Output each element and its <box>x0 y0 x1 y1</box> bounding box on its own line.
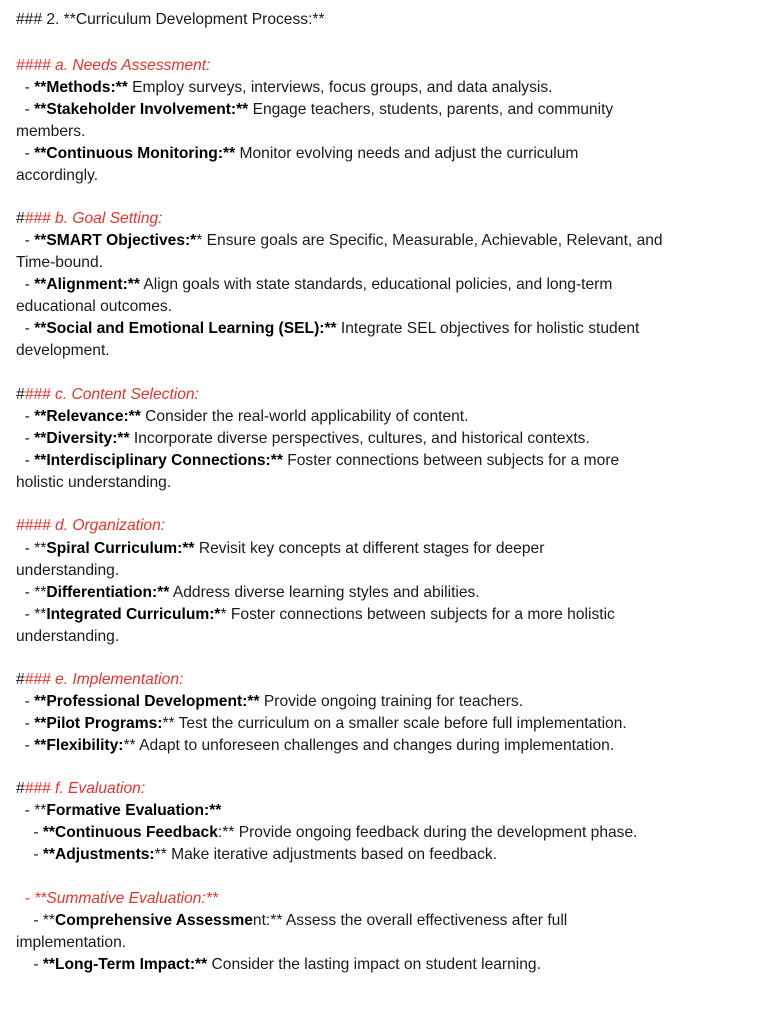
item-text: ** Make iterative adjustments based on feedback. <box>154 846 498 863</box>
term-label: **Continuous Monitoring:** <box>34 145 236 162</box>
bullet: - <box>16 452 35 469</box>
list-item-comprehensive <box>16 910 756 932</box>
item-text: Consider the lasting impact on student learning. <box>207 956 541 973</box>
section-e-heading <box>16 669 756 691</box>
bullet: - <box>16 824 43 841</box>
item-continuation: holistic understanding. <box>16 474 172 491</box>
item-text: nt:** Assess the overall effectiveness after full <box>252 912 568 929</box>
item-text: Align goals with state standards, educational policies, and long-term <box>139 276 613 293</box>
item-text: * Foster connections between subjects for a more holistic <box>220 606 615 623</box>
term-label: **Adjustments: <box>42 846 155 863</box>
list-item-long-term-impact <box>16 954 756 976</box>
term-label: **Alignment:** <box>34 276 140 293</box>
section-d-heading: #### d. Organization: <box>16 517 166 534</box>
term-label: Formative Evaluation:** <box>46 802 222 819</box>
section-f-heading <box>16 778 756 800</box>
item-continuation: implementation. <box>16 934 127 951</box>
bullet: - <box>16 693 35 710</box>
bullet: - <box>16 276 35 293</box>
item-text: ** Adapt to unforeseen challenges and changes during implementation. <box>123 737 615 754</box>
bullet: - <box>16 737 35 754</box>
item-text: Revisit key concepts at different stages for deeper <box>194 540 545 557</box>
item-text: :** Provide ongoing feedback during the development phase. <box>217 824 638 841</box>
item-continuation: members. <box>16 123 86 140</box>
list-item-spiral <box>16 538 756 560</box>
heading-text: ### e. Implementation: <box>24 671 184 688</box>
term-label: **Continuous Feedback <box>42 824 218 841</box>
term-label: **Stakeholder Involvement:** <box>34 101 249 118</box>
term-label: **Relevance:** <box>34 408 141 425</box>
item-continuation: understanding. <box>16 562 120 579</box>
list-item-professional-development <box>16 691 756 713</box>
heading-hash: # <box>16 671 25 688</box>
list-item-stakeholder <box>16 99 756 121</box>
bullet: - <box>16 79 35 96</box>
section-c-heading <box>16 384 756 406</box>
list-item-monitoring <box>16 143 756 165</box>
item-continuation: educational outcomes. <box>16 298 173 315</box>
list-item-integrated <box>16 604 756 626</box>
heading-hash: # <box>16 780 25 797</box>
item-text: * Ensure goals are Specific, Measurable, Achievable, Relevant, and <box>196 232 663 249</box>
term-label: **SMART Objectives:* <box>34 232 197 249</box>
item-text: Incorporate diverse perspectives, cultures, and historical contexts. <box>129 430 590 447</box>
bullet: - <box>16 145 35 162</box>
list-item-flexibility <box>16 735 756 757</box>
list-item-methods <box>16 77 756 99</box>
item-continuation: Time-bound. <box>16 254 103 271</box>
bullet: - <box>16 232 35 249</box>
section-a-heading: #### a. Needs Assessment: <box>16 57 211 74</box>
list-item-diversity <box>16 428 756 450</box>
item-text: Provide ongoing training for teachers. <box>259 693 524 710</box>
heading-text: ### b. Goal Setting: <box>24 210 163 227</box>
item-text: Engage teachers, students, parents, and community <box>248 101 614 118</box>
list-item-pilot-programs <box>16 713 756 735</box>
list-item-smart <box>16 230 756 252</box>
bullet: - ** <box>16 584 47 601</box>
term-label: Spiral Curriculum:** <box>46 540 195 557</box>
item-text: Employ surveys, interviews, focus groups, and data analysis. <box>127 79 553 96</box>
bullet: - <box>16 956 43 973</box>
item-text: Foster connections between subjects for a more <box>282 452 620 469</box>
bullet: - <box>16 430 35 447</box>
term-label: **Pilot Programs: <box>34 715 163 732</box>
main-heading: ### 2. **Curriculum Development Process:** <box>16 11 325 28</box>
item-text: Address diverse learning styles and abilities. <box>169 584 480 601</box>
bullet: - <box>16 715 35 732</box>
term-label: **Social and Emotional Learning (SEL):** <box>34 320 337 337</box>
item-text: Consider the real-world applicability of content. <box>140 408 469 425</box>
bullet: - ** <box>16 802 47 819</box>
heading-hash: # <box>16 210 25 227</box>
heading-hash: # <box>16 386 25 403</box>
term-label: **Diversity:** <box>34 430 130 447</box>
item-text: ** Test the curriculum on a smaller scale before full implementation. <box>162 715 627 732</box>
term-label: **Interdisciplinary Connections:** <box>34 452 283 469</box>
term-label: **Professional Development:** <box>34 693 260 710</box>
bullet: - <box>16 101 35 118</box>
list-item-adjustments <box>16 844 756 866</box>
heading-text: ### c. Content Selection: <box>24 386 199 403</box>
bullet: - ** <box>16 912 55 929</box>
term-label: Comprehensive Assessme <box>55 912 253 929</box>
item-continuation: development. <box>16 342 110 359</box>
heading-text: ### f. Evaluation: <box>24 780 146 797</box>
bullet: - <box>16 846 43 863</box>
item-continuation: understanding. <box>16 628 120 645</box>
item-text: Integrate SEL objectives for holistic student <box>336 320 640 337</box>
bullet: - <box>16 408 35 425</box>
term-label: Integrated Curriculum:* <box>46 606 221 623</box>
term-label: Differentiation:** <box>46 584 170 601</box>
list-item-interdisciplinary <box>16 450 756 472</box>
bullet: - ** <box>16 540 47 557</box>
list-item-relevance <box>16 406 756 428</box>
item-text: Monitor evolving needs and adjust the curriculum <box>235 145 579 162</box>
term-label: **Methods:** <box>34 79 128 96</box>
bullet: - <box>16 320 35 337</box>
item-continuation: accordingly. <box>16 167 99 184</box>
list-item-continuous-feedback <box>16 822 756 844</box>
summative-heading: - **Summative Evaluation:** <box>16 890 218 907</box>
section-b-heading <box>16 208 756 230</box>
list-item-differentiation <box>16 582 756 604</box>
term-label: **Flexibility: <box>34 737 124 754</box>
list-item-formative <box>16 800 756 822</box>
term-label: **Long-Term Impact:** <box>42 956 208 973</box>
list-item-alignment <box>16 274 756 296</box>
list-item-sel <box>16 318 756 340</box>
bullet: - ** <box>16 606 47 623</box>
